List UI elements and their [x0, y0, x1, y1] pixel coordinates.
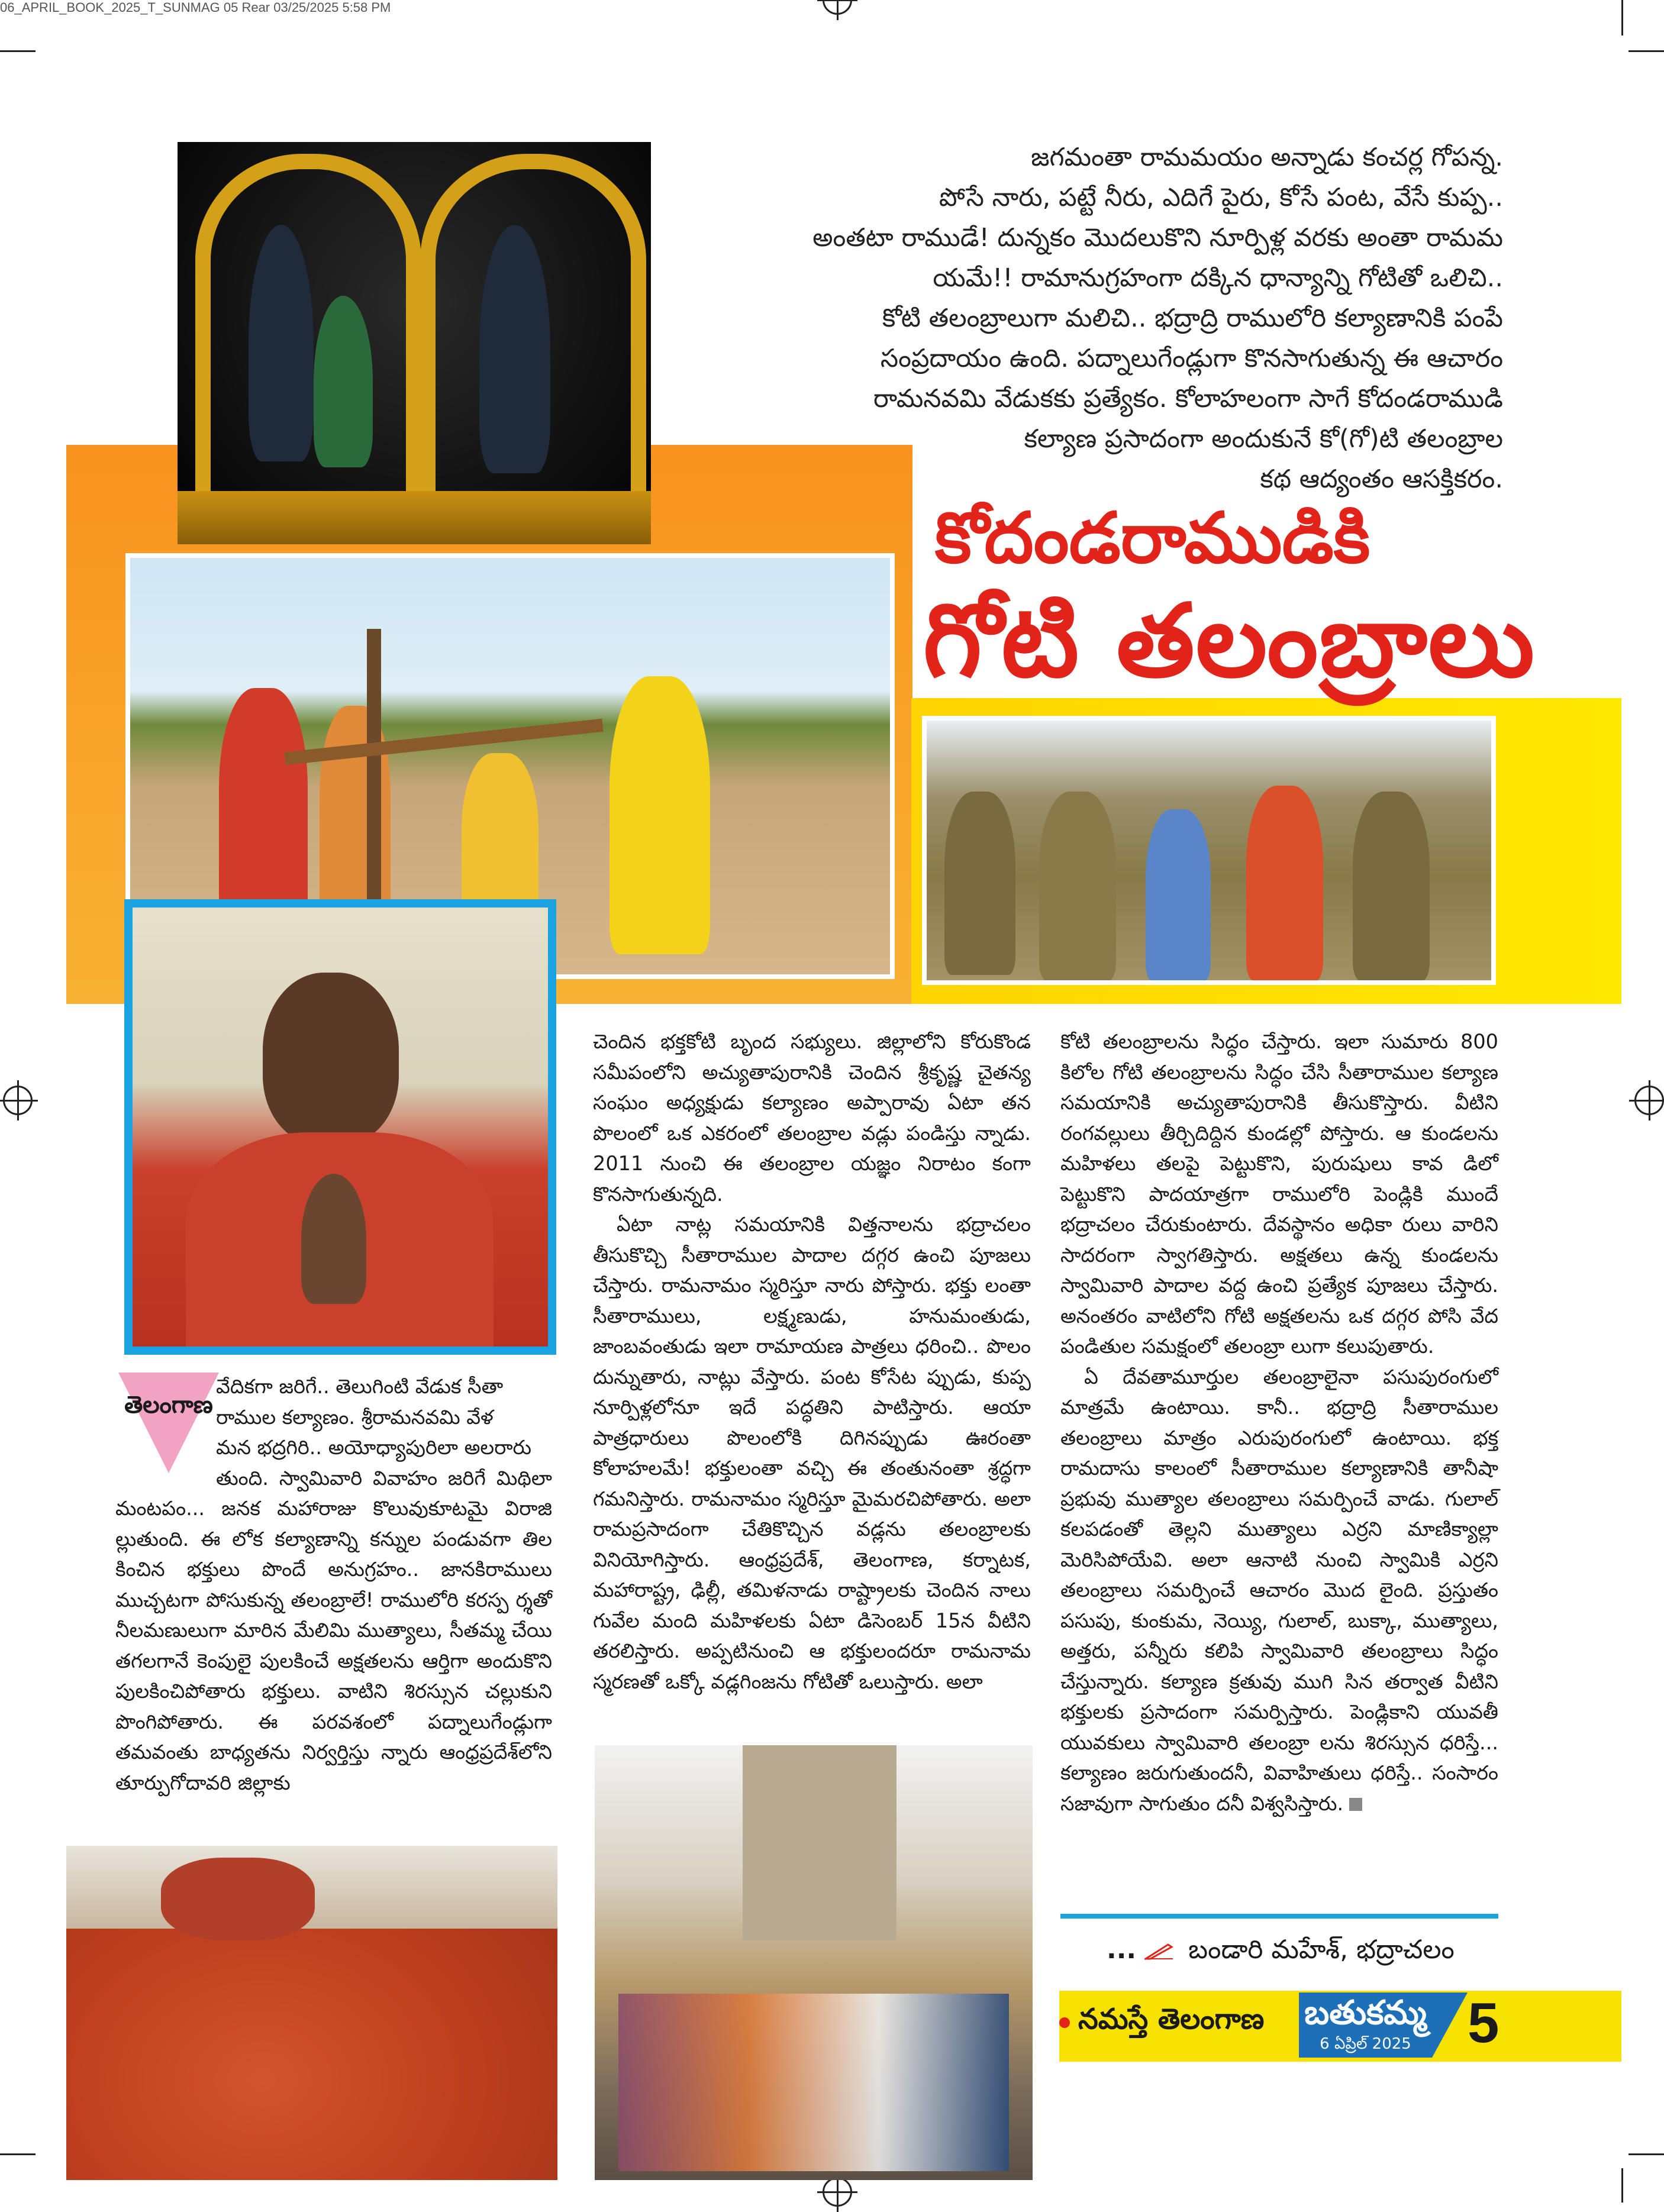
byline-author: బండారి మహేశ్, భద్రాచలం: [1188, 1935, 1455, 1965]
column-line: మన భద్రగిరి.. అయోధ్యాపురిలా అలరారు: [216, 1436, 531, 1459]
crop-mark: [1621, 2168, 1623, 2203]
temple-procession-photo: [595, 1745, 1033, 2180]
column-paragraph: [1060, 1362, 1498, 1819]
registration-mark-icon: [823, 0, 852, 15]
intro-paragraph: [781, 137, 1503, 499]
footer-bullet-icon: [1059, 2017, 1070, 2028]
article-column-left: [115, 1371, 552, 1798]
column-paragraph: చెందిన భక్తకోటి బృంద సభ్యులు. జిల్లాలోని కోరుకొండ సమీపంలోని అచ్యుతాపురానికి చెందిన శ్రీకృష్ణ చైతన్య సంఘం అధ్యక్షుడు కల్యాణం అప్పారావు ఏటా తన పొలంలో ఒక ఎకరంలో తలంబ్రాల వడ్లు పండిస్తు న్నాడు. 2011 నుంచి ఈ తలంబ్రాల యజ్ఞం నిరాటం కంగా కొనసాగుతున్నది.: [593, 1030, 1031, 1206]
headline-line-2: గోటి తలంబ్రాలు: [923, 583, 1536, 700]
byline-rule: [1060, 1914, 1498, 1919]
footer-date: 6 ఏప్రిల్ 2025: [1320, 2035, 1411, 2053]
headline-line-1: కోదండరాముడికి: [935, 497, 1370, 579]
column-paragraph-body: స్వామివారి వివాహం జరిగే మిథిలా మంటపం... జనక మహారాజు కొలువుకూటమై విరాజి ల్లుతుంది. ఈ లోక కల్యాణాన్ని కన్నుల పండువగా తిల కించిన భక్తులు పొందే అనుగ్రహం.. జానకిరాములు ముచ్చటగా పోసుకున్న తలంబ్రాలే! రాములోరి కరస్ప ర్శతో నీలమణులుగా మారిన మేలిమి ముత్యాలు, సీతమ్మ చేయి తగలగానే కెంపులై పులకించే అక్షతలను ఆర్తిగా అందుకొని పులకించిపోతారు భక్తులు. వాటిని శిరస్సున చల్లుకుని పొంగిపోతారు. ఈ పరవశంలో పద్నాలుగేండ్లుగా తమవంతు బాధ్యతను నిర్వర్తిస్తు న్నారు ఆంధ్రప్రదేశ్‌లోని తూర్పుగోదావరి జిల్లాకు: [115, 1466, 553, 1794]
crop-mark: [0, 2153, 36, 2155]
intro-line: యమే!! రామానుగ్రహంగా దక్కిన ధాన్యాన్ని గోటితో ఒలిచి..: [933, 263, 1503, 293]
intro-line: జగమంతా రామమయం అన్నాడు కంచర్ల గోపన్న.: [1031, 143, 1503, 172]
column-paragraph: కోటి తలంబ్రాలను సిద్ధం చేస్తారు. ఇలా సుమారు 800 కిలోల గోటి తలంబ్రాలను సిద్ధం చేసి సీతారాముల కల్యాణ సమయానికి అచ్యుతాపురానికి తీసుకొస్తారు. వీటిని రంగవల్లులు తీర్చిదిద్దిన కుండల్లో పోస్తారు. ఆ కుండలను మహిళలు తలపై పెట్టుకొని, పురుషులు కావ డిలో పెట్టుకొని పాదయాత్రగా రాములోరి పెండ్లికి ముందే భద్రాచలం చేరుకుంటారు. దేవస్థానం అధికా రులు వారిని సాదరంగా స్వాగతిస్తారు. అక్షతలు ఉన్న కుండలను స్వామివారి పాదాల వద్ద ఉంచి ప్రత్యేక పూజలు చేస్తారు. అనంతరం వాటిలోని గోటి అక్షతలను ఒక దగ్గర పోసి వేద పండితుల సమక్షంలో తలంబ్రా లుగా కలుపుతారు.: [1060, 1030, 1498, 1358]
crop-mark: [1621, 0, 1623, 35]
intro-line: పోసే నారు, పట్టే నీరు, ఎదిగే పైరు, కోసే పంట, వేసే కుప్ప..: [939, 183, 1503, 212]
footer-magazine-block: [1299, 1993, 1432, 2058]
byline: [1107, 1935, 1455, 1971]
talambralu-preparation-photo: [66, 1846, 557, 2180]
intro-line: కథ ఆద్యంతం ఆసక్తికరం.: [1260, 464, 1503, 494]
pen-icon: [1144, 1942, 1174, 1960]
intro-line: రామనవమి వేడుకకు ప్రత్యేకం. కోలాహలంగా సాగే కోదండరాముడి: [873, 384, 1503, 414]
column-line: తుంది.: [216, 1466, 269, 1490]
byline-prefix: ...: [1107, 1935, 1137, 1965]
page-number: 5: [1468, 1991, 1499, 2055]
column-paragraph: ఏటా నాట్ల సమయానికి విత్తనాలను భద్రాచలం తీసుకొచ్చి సీతారాముల పాదాల దగ్గర ఉంచి పూజలు చేస్తారు. రామనామం స్మరిస్తూ నారు పోస్తారు. భక్తు లంతా సీతారాములు, లక్ష్మణుడు, హనుమంతుడు, జాంబవంతుడు ఇలా రామాయణ పాత్రలు ధరించి.. పొలం దున్నుతారు, నాట్లు వేస్తారు. పంట కోసేట ప్పుడు, కుప్ప నూర్పిళ్లలోనూ ఇదే పద్ధతిని పాటిస్తారు. ఆయా పాత్రధారులు పొలంలోకి దిగినప్పుడు ఊరంతా కోలాహలమే! భక్తులంతా వచ్చి ఈ తంతునంతా శ్రద్ధగా గమనిస్తారు. రామనామం స్మరిస్తూ మైమరచిపోతారు. అలా రామప్రసాదంగా చేతికొచ్చిన వడ్లను తలంబ్రాలకు వినియోగిస్తారు. ఆంధ్రప్రదేశ్, తెలంగాణ, కర్నాటక, మహారాష్ట్ర, ఢిల్లీ, తమిళనాడు రాష్ట్రాలకు చెందిన నాలు గువేల మంది మహిళలకు ఏటా డిసెంబర్ 15న వీటిని తరలిస్తారు. అప్పటినుంచి ఆ భక్తులందరూ రామనామ స్మరణతో ఒక్కో వడ్లగింజను గోటితో ఒలుస్తారు. అలా: [593, 1213, 1031, 1693]
print-slug: 06_APRIL_BOOK_2025_T_SUNMAG 05 Rear 03/25/2025 5:58 PM: [0, 0, 391, 15]
intro-line: కోటి తలంబ్రాలుగా మలిచి.. భద్రాద్రి రాములోరి కల్యాణానికి పంపే: [882, 303, 1503, 333]
crop-mark: [0, 50, 36, 52]
column-line: రాముల కల్యాణం. శ్రీరామనవమి వేళ: [216, 1405, 494, 1429]
region-tag: తెలంగాణ: [124, 1391, 213, 1419]
footer-paper-name: నమస్తే తెలంగాణ: [1078, 2003, 1265, 2036]
end-mark-icon: [1349, 1798, 1362, 1811]
crop-mark: [1628, 50, 1664, 52]
article-column-middle: [593, 1026, 1031, 1697]
deity-photo: [178, 142, 651, 544]
crop-mark: [1628, 2153, 1664, 2155]
article-column-right: [1060, 1026, 1498, 1819]
registration-mark-icon: [3, 1086, 33, 1115]
footer-magazine-name: బతుకమ్మ: [1304, 1994, 1427, 2032]
column-paragraph: [115, 1463, 552, 1798]
registration-mark-icon: [1634, 1086, 1664, 1115]
column-paragraph-text: ఏ దేవతామూర్తుల తలంబ్రాలైనా పసుపురంగులో మాత్రమే ఉంటాయి. కానీ.. భద్రాద్రి సీతారాముల తలంబ్రాలు మాత్రం ఎరుపురంగులో ఉంటాయి. భక్త రామదాసు కాలంలో సీతారాముల కల్యాణానికి తానీషా ప్రభువు ముత్యాల తలంబ్రాలు సమర్పించే వాడు. గులాల్ కలపడంతో తెల్లని ముత్యాలు ఎర్రని మాణిక్యాల్లా మెరిసిపోయేవి. అలా ఆనాటి నుంచి స్వామికి ఎర్రని తలంబ్రాలు సమర్పించే ఆచారం మొద లైంది. ప్రస్తుతం పసుపు, కుంకుమ, నెయ్యి, గులాల్, బుక్కా, ముత్యాలు, అత్తరు, పన్నీరు కలిపి స్వామివారి తలంబ్రాలు సిద్ధం చేస్తున్నారు. కల్యాణ క్రతువు ముగి సిన తర్వాత వీటిని భక్తులకు ప్రసాదంగా సమర్పిస్తారు. పెండ్లికాని యువతీ యువకులు స్వామివారి తలంబ్రా లను శిరస్సున ధరిస్తే... కల్యాణం జరుగుతుందనీ, వివాహితులు ధరిస్తే.. సంసారం సజావుగా సాగుతుం దనీ విశ్వసిస్తారు.: [1060, 1365, 1498, 1815]
intro-line: సంప్రదాయం ఉంది. పద్నాలుగేండ్లుగా కొనసాగుతున్న ఈ ఆచారం: [880, 344, 1503, 373]
footer-slant-shape: [1432, 1993, 1468, 2058]
column-line: వేదికగా జరిగే.. తెలుగింటి వేడుక సీతా: [216, 1375, 504, 1398]
portrait-photo: [124, 899, 556, 1355]
harvest-procession-photo: [922, 716, 1496, 985]
intro-line: అంతటా రాముడే! దున్నకం మొదలుకొని నూర్పిళ్ల వరకు అంతా రామమ: [812, 223, 1503, 253]
intro-line: కల్యాణ ప్రసాదంగా అందుకునే కో(గో)టి తలంబ్రాల: [1024, 424, 1503, 454]
